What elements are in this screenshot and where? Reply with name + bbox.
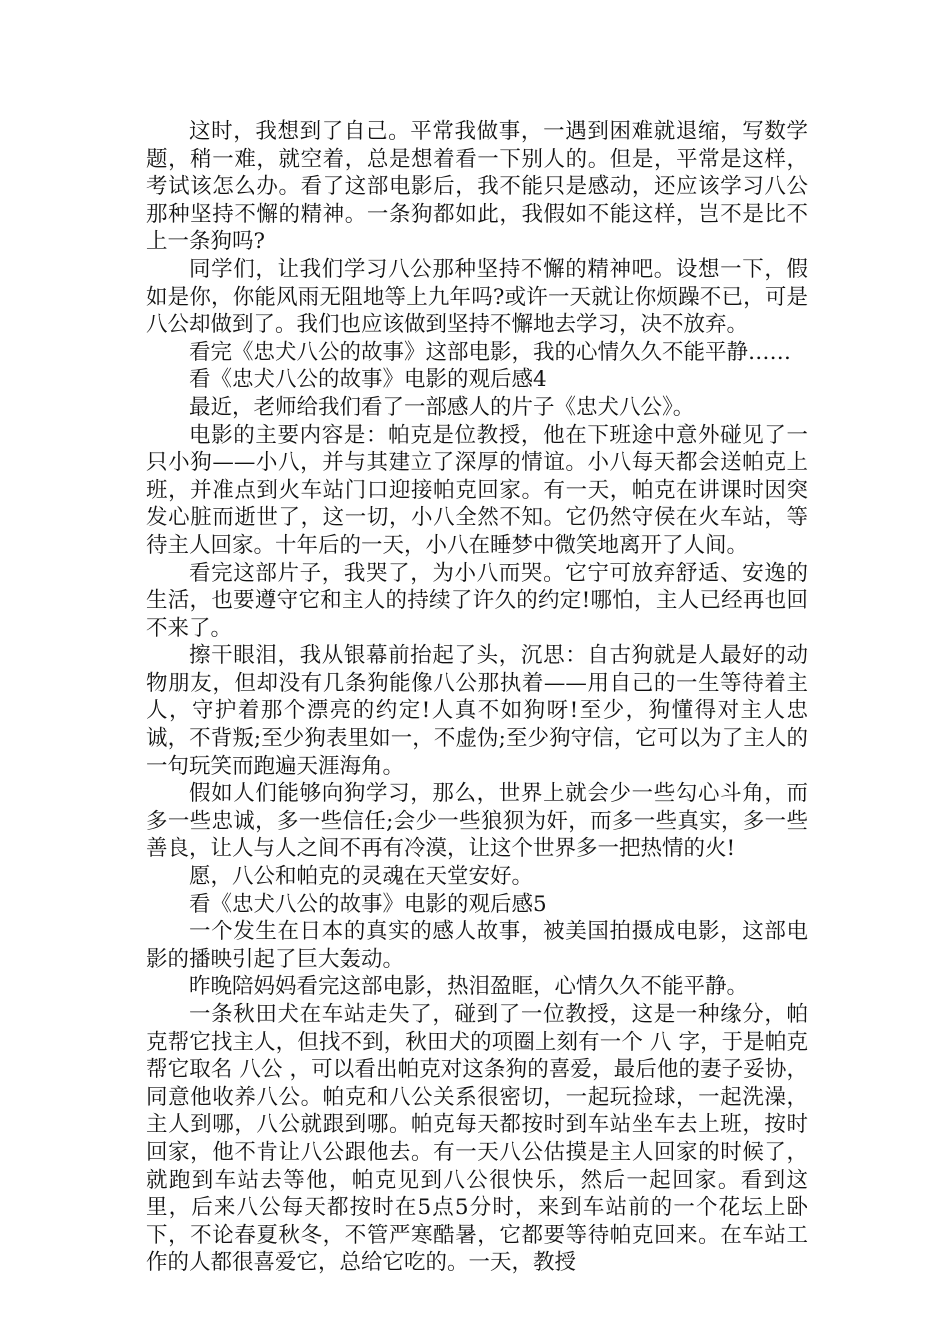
paragraph-intro-5: 一个发生在日本的真实的感人故事，被美国拍摄成电影，这部电影的播映引起了巨大轰动。 bbox=[146, 919, 808, 972]
paragraph-reflection: 这时，我想到了自己。平常我做事，一遇到困难就退缩，写数学题，稍一难，就空着，总是想着看一下别人的。但是，平常是这样，考试该怎么办。看了这部电影后，我不能只是感动，还应该学习八公那种坚持不懈的精神。一条狗都如此，我假如不能这样，岂不是比不上一条狗吗? bbox=[146, 119, 808, 255]
paragraph-reflection-4: 擦干眼泪，我从银幕前抬起了头，沉思：自古狗就是人最好的动物朋友，但却没有几条狗能像八公那执着——用自己的一生等待着主人，守护着那个漂亮的约定!人真不如狗呀!至少，狗懂得对主人忠诚，不背叛;至少狗表里如一，不虚伪;至少狗守信，它可以为了主人的一句玩笑而跑遍天涯海角。 bbox=[146, 643, 808, 779]
essay-title-4: 看《忠犬八公的故事》电影的观后感4 bbox=[189, 367, 547, 393]
paragraph-wish: 愿，八公和帕克的灵魂在天堂安好。 bbox=[189, 864, 534, 890]
document-body bbox=[146, 118, 808, 1277]
paragraph-appeal: 同学们，让我们学习八公那种坚持不懈的精神吧。设想一下，假如是你，你能风雨无阻地等上九年吗?或许一天就让你烦躁不已，可是八公却做到了。我们也应该做到坚持不懈地去学习，决不放弃。 bbox=[146, 256, 808, 338]
paragraph-intro-4: 最近，老师给我们看了一部感人的片子《忠犬八公》。 bbox=[189, 394, 695, 420]
paragraph-story: 一条秋田犬在车站走失了，碰到了一位教授，这是一种缘分，帕克帮它找主人，但找不到，秋田犬的项圈上刻有一个 八 字，于是帕克帮它取名 八公 ，可以看出帕克对这条狗的喜爱，最后他的妻子妥协，同意他收养八公。帕克和八公关系很密切，一起玩捡球，一起洗澡，主人到哪，八公就跟到哪。帕克每天都按时到车站坐车去上班，按时回家，他不肯让八公跟他去。有一天八公估摸是主人回家的时候了，就跑到车站去等他，帕克见到八公很快乐，然后一起回家。看到这里，后来八公每天都按时在5点5分时，来到车站前的一个花坛上卧下，不论春夏秋冬，不管严寒酷暑，它都要等待帕克回来。在车站工作的人都很喜爱它，总给它吃的。一天，教授 bbox=[146, 1002, 808, 1276]
paragraph-lesson: 假如人们能够向狗学习，那么，世界上就会少一些勾心斗角，而多一些忠诚，多一些信任;会少一些狼狈为奸，而多一些真实，多一些善良，让人与人之间不再有冷漠，让这个世界多一把热情的火! bbox=[146, 781, 808, 862]
paragraph-closing: 看完《忠犬八公的故事》这部电影，我的心情久久不能平静…… bbox=[189, 339, 792, 365]
paragraph-feelings: 看完这部片子，我哭了，为小八而哭。它宁可放弃舒适、安逸的生活，也要遵守它和主人的持续了许久的约定!哪怕，主人已经再也回不来了。 bbox=[146, 560, 808, 641]
paragraph-plot-summary: 电影的主要内容是：帕克是位教授，他在下班途中意外碰见了一只小狗——小八，并与其建立了深厚的情谊。小八每天都会送帕克上班，并准点到火车站门口迎接帕克回家。有一天，帕克在讲课时因突发心脏而逝世了，这一切，小八全然不知。它仍然守侯在火车站，等待主人回家。十年后的一天，小八在睡梦中微笑地离开了人间。 bbox=[146, 422, 808, 558]
paragraph-watched: 昨晚陪妈妈看完这部电影，热泪盈眶，心情久久不能平静。 bbox=[189, 974, 749, 1000]
essay-title-5: 看《忠犬八公的故事》电影的观后感5 bbox=[189, 891, 547, 917]
